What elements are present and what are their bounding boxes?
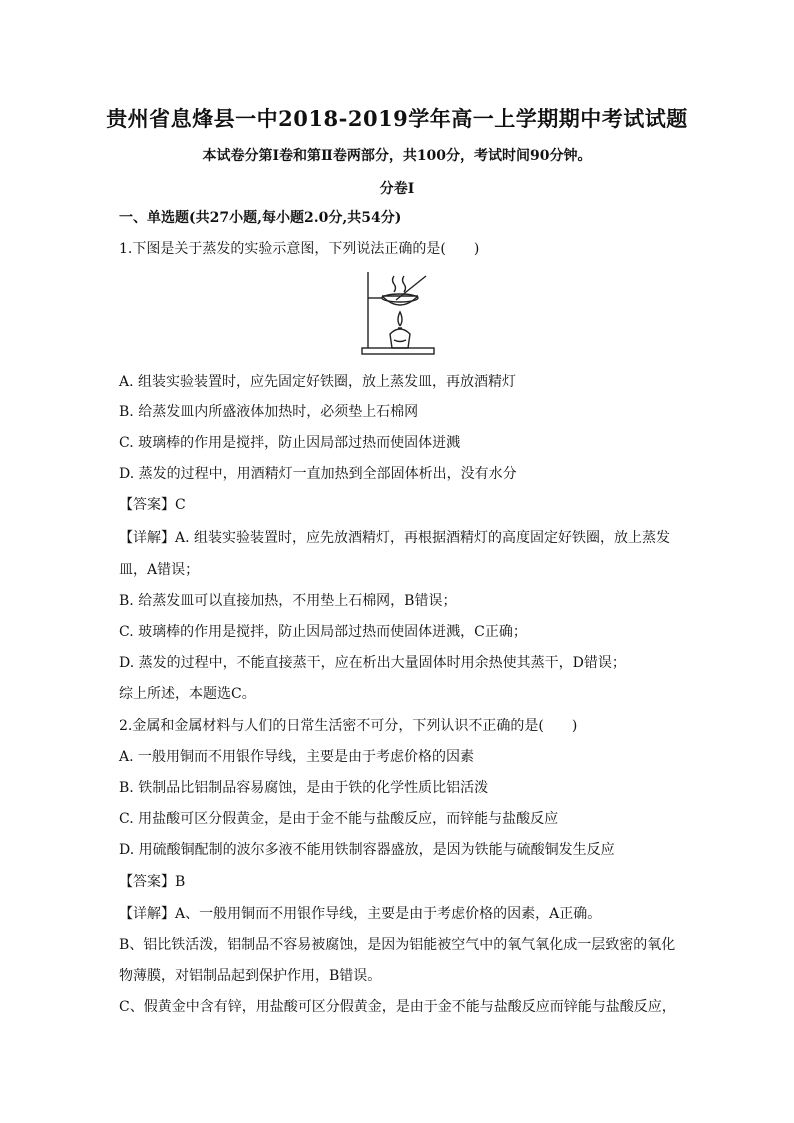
question-1-explanation-line: C. 玻璃棒的作用是搅拌，防止因局部过热而使固体迸溅，C正确； [119,624,527,640]
question-2-explanation-line: B、铝比铁活泼，铝制品不容易被腐蚀，是因为铝能被空气中的氧气氧化成一层致密的氧化 [119,937,676,953]
question-1-explanation-line: B. 给蒸发皿可以直接加热，不用垫上石棉网，B错误； [119,593,457,609]
question-2-explanation-line: 【详解】A、一般用铜而不用银作导线，主要是由于考虑价格的因素，A正确。 [119,906,602,922]
question-1-option-a: A. 组装实验装置时，应先固定好铁圈，放上蒸发皿，再放酒精灯 [119,374,517,390]
lamp-liquid [394,340,406,342]
question-1-option-d: D. 蒸发的过程中，用酒精灯一直加热到全部固体析出，没有水分 [119,466,517,482]
question-1-explanation-line: 【详解】A. 组装实验装置时，应先放酒精灯，再根据酒精灯的高度固定好铁圈，放上蒸发 [119,530,671,546]
steam-right [403,276,406,292]
question-2-answer: 【答案】B [119,874,186,890]
part-heading: 一、单选题(共27小题,每小题2.0分,共54分) [119,210,402,226]
flame [398,312,402,326]
steam-left [393,276,396,292]
alcohol-lamp-body [390,329,410,348]
question-1-option-b: B. 给蒸发皿内所盛液体加热时，必须垫上石棉网 [119,404,419,420]
question-2-explanation-line: 物薄膜，对铝制品起到保护作用，B错误。 [119,968,382,984]
exam-instructions: 本试卷分第Ⅰ卷和第Ⅱ卷两部分，共100分，考试时间90分钟。 [202,148,592,164]
question-2-option-b: B. 铁制品比铝制品容易腐蚀，是由于铁的化学性质比铝活泼 [119,780,489,796]
question-2-option-c: C. 用盐酸可区分假黄金，是由于金不能与盐酸反应，而锌能与盐酸反应 [119,811,559,827]
evaporation-apparatus-figure [360,268,436,358]
question-1-explanation-line: 皿，A错误； [119,562,200,578]
question-1-stem: 1.下图是关于蒸发的实验示意图，下列说法正确的是( ) [119,241,480,257]
stand-base [362,348,434,354]
question-2-option-a: A. 一般用铜而不用银作导线，主要是由于考虑价格的因素 [119,749,475,765]
question-2-option-d: D. 用硫酸铜配制的波尔多液不能用铁制容器盛放，是因为铁能与硫酸铜发生反应 [119,842,615,858]
question-1-answer: 【答案】C [119,497,186,513]
question-1-explanation-line: D. 蒸发的过程中，不能直接蒸干，应在析出大量固体时用余热使其蒸干，D错误； [119,655,626,671]
document-title: 贵州省息烽县一中2018-2019学年高一上学期期中考试试题 [106,106,688,131]
question-2-explanation-line: C、假黄金中含有锌，用盐酸可区分假黄金，是由于金不能与盐酸反应而锌能与盐酸反应， [119,999,676,1015]
section-heading: 分卷I [379,181,415,197]
question-1-option-c: C. 玻璃棒的作用是搅拌，防止因局部过热而使固体迸溅 [119,435,461,451]
question-2-stem: 2.金属和金属材料与人们的日常生活密不可分，下列认识不正确的是( ) [119,718,578,734]
question-1-summary: 综上所述，本题选C。 [119,686,256,702]
